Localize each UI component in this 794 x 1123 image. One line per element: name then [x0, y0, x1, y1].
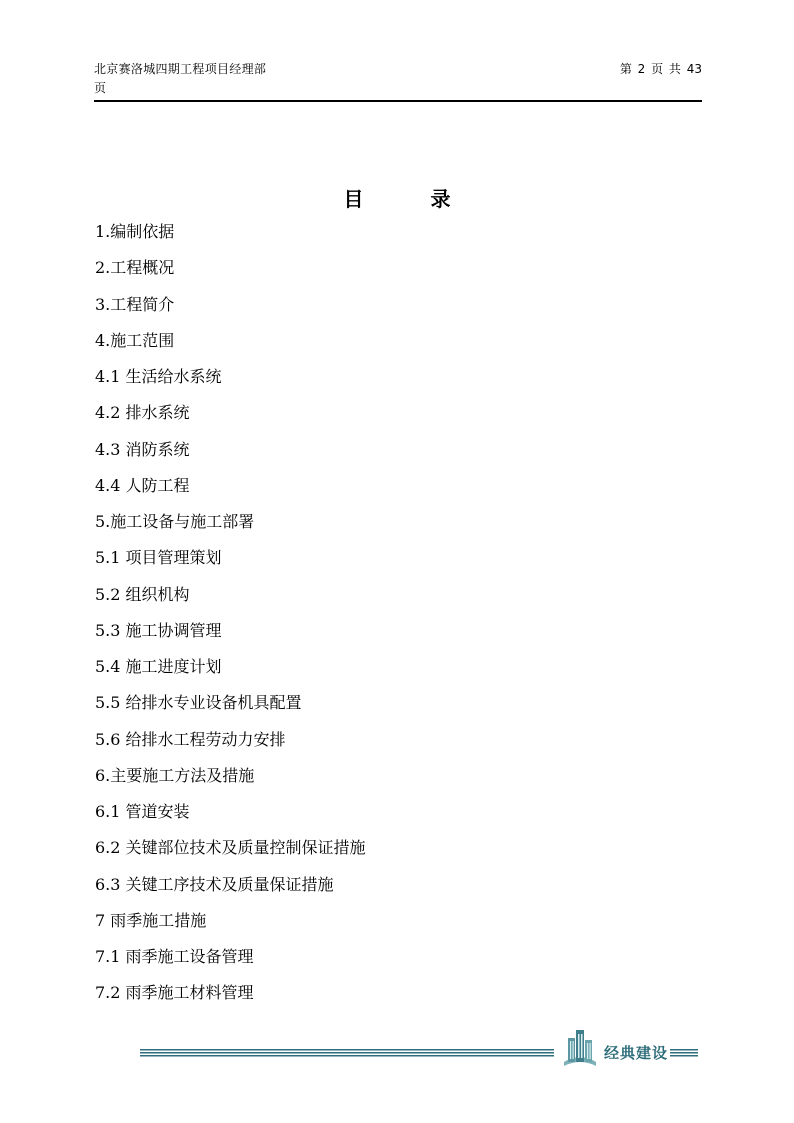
page-footer: [140, 1022, 700, 1072]
toc-entry: 5.5 给排水专业设备机具配置: [95, 693, 302, 713]
toc-entry: 6.1 管道安装: [95, 802, 190, 821]
page-header: [94, 58, 702, 102]
toc-entry: 5.施工设备与施工部署: [95, 512, 255, 531]
toc-entry: 5.6 给排水工程劳动力安排: [95, 729, 286, 749]
toc-entry: 4.2 排水系统: [95, 403, 190, 423]
toc-entry: 1.编制依据: [95, 222, 175, 241]
toc-entry: 7.2 雨季施工材料管理: [95, 983, 254, 1003]
toc-entry: 7.1 雨季施工设备管理: [95, 947, 254, 966]
footer-rule-right: [670, 1049, 698, 1057]
toc-entry: 4.施工范围: [95, 330, 175, 350]
toc-entry: 5.2 组织机构: [95, 584, 190, 604]
toc-entry: 6.3 关键工序技术及质量保证措施: [95, 874, 334, 894]
toc-title: 目 录: [343, 187, 451, 211]
toc-entry: 7 雨季施工措施: [95, 910, 207, 930]
toc-entry: 3.工程简介: [95, 294, 175, 314]
toc-entry: 5.4 施工进度计划: [95, 657, 222, 676]
toc-entry: 2.工程概况: [95, 258, 175, 278]
header-page-number-wrap: 页: [94, 81, 107, 95]
toc-entry: 4.3 消防系统: [95, 439, 190, 459]
table-of-contents: [95, 221, 366, 1019]
toc-entry: 4.4 人防工程: [95, 475, 190, 495]
toc-entry: 5.1 项目管理策划: [95, 548, 222, 568]
toc-entry: 6.主要施工方法及措施: [95, 765, 255, 785]
footer-rule-left: [140, 1049, 554, 1057]
header-page-number: 第 2 页 共 43: [619, 62, 702, 76]
header-rule: [94, 100, 702, 102]
toc-entry: 4.1 生活给水系统: [95, 367, 222, 386]
header-project-name: 北京赛洛城四期工程项目经理部: [94, 62, 267, 76]
building-logo-icon: [562, 1028, 598, 1068]
brand-name: 经典建设: [604, 1044, 669, 1062]
toc-entry: 6.2 关键部位技术及质量控制保证措施: [95, 838, 366, 858]
toc-entry: 5.3 施工协调管理: [95, 620, 222, 640]
